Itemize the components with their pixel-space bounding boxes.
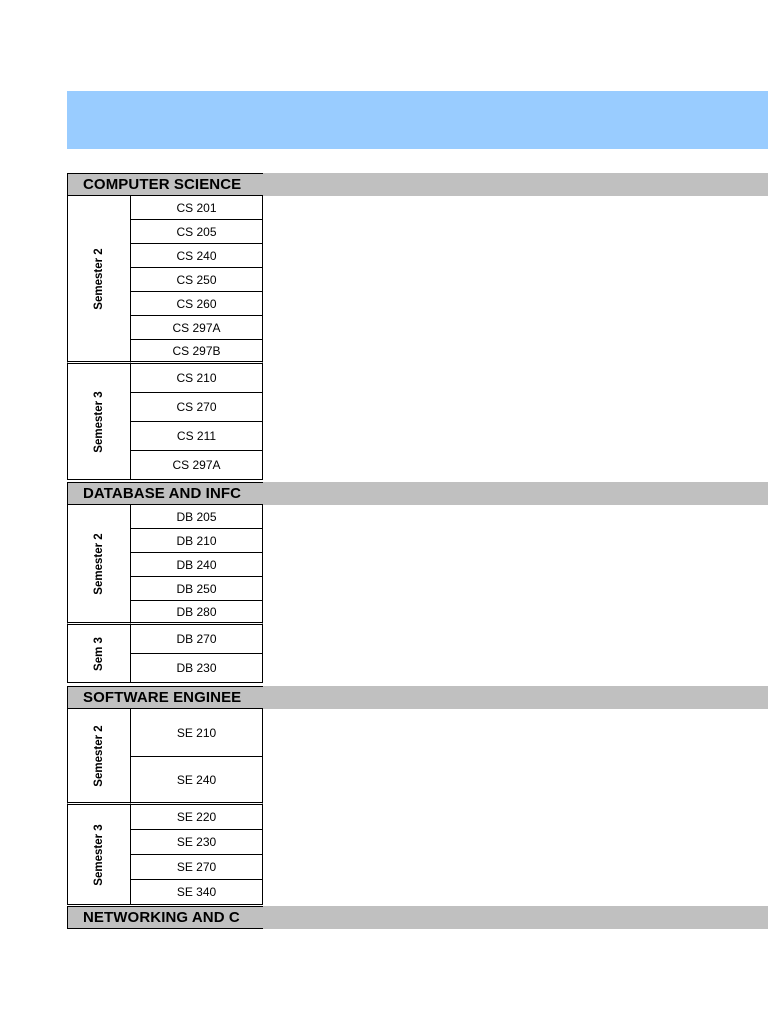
semester-label-cell	[67, 625, 131, 683]
semester-label: Semester 2	[93, 247, 105, 310]
course-cell[interactable]: CS 201	[131, 196, 263, 220]
course-cell[interactable]: SE 270	[131, 855, 263, 880]
section-title: COMPUTER SCIENCE	[83, 176, 242, 193]
course-cell[interactable]: CS 210	[131, 364, 263, 393]
semester-label: Semester 2	[93, 532, 105, 595]
section-title: DATABASE AND INFC	[83, 485, 242, 502]
semester-label-cell	[67, 196, 131, 364]
section-header	[67, 686, 768, 709]
course-cell[interactable]: CS 297A	[131, 451, 263, 480]
semester-label: Semester 2	[93, 724, 105, 787]
semester-label: Sem 3	[93, 636, 105, 671]
course-cell[interactable]: CS 270	[131, 393, 263, 422]
course-cell[interactable]: DB 210	[131, 529, 263, 553]
course-cell[interactable]: SE 340	[131, 880, 263, 905]
course-cell[interactable]: CS 250	[131, 268, 263, 292]
semester-label-cell	[67, 364, 131, 480]
section-title-cell[interactable]	[67, 482, 263, 505]
section-header	[67, 173, 768, 196]
semester-label: Semester 3	[93, 823, 105, 886]
course-cell[interactable]: SE 220	[131, 805, 263, 830]
semester-label-cell	[67, 709, 131, 805]
section-header	[67, 906, 768, 929]
course-cell[interactable]: DB 270	[131, 625, 263, 654]
semester-label-cell	[67, 805, 131, 905]
course-cell[interactable]: DB 280	[131, 601, 263, 625]
section-title-cell[interactable]	[67, 686, 263, 709]
course-cell[interactable]: CS 260	[131, 292, 263, 316]
course-cell[interactable]: SE 230	[131, 830, 263, 855]
semester-label-cell	[67, 505, 131, 625]
section-title: SOFTWARE ENGINEE	[83, 689, 242, 706]
course-cell[interactable]: DB 250	[131, 577, 263, 601]
course-cell[interactable]: CS 297B	[131, 340, 263, 364]
section-title-cell[interactable]	[67, 173, 263, 196]
section-title: NETWORKING AND C	[83, 909, 240, 926]
course-cell[interactable]: CS 297A	[131, 316, 263, 340]
course-cell[interactable]: DB 205	[131, 505, 263, 529]
course-cell[interactable]: SE 240	[131, 757, 263, 805]
course-cell[interactable]: CS 205	[131, 220, 263, 244]
course-cell[interactable]: CS 211	[131, 422, 263, 451]
semester-label: Semester 3	[93, 390, 105, 453]
course-cell[interactable]: SE 210	[131, 709, 263, 757]
course-cell[interactable]: CS 240	[131, 244, 263, 268]
section-title-cell[interactable]	[67, 906, 263, 929]
course-cell[interactable]: DB 240	[131, 553, 263, 577]
course-cell[interactable]: DB 230	[131, 654, 263, 683]
section-header	[67, 482, 768, 505]
